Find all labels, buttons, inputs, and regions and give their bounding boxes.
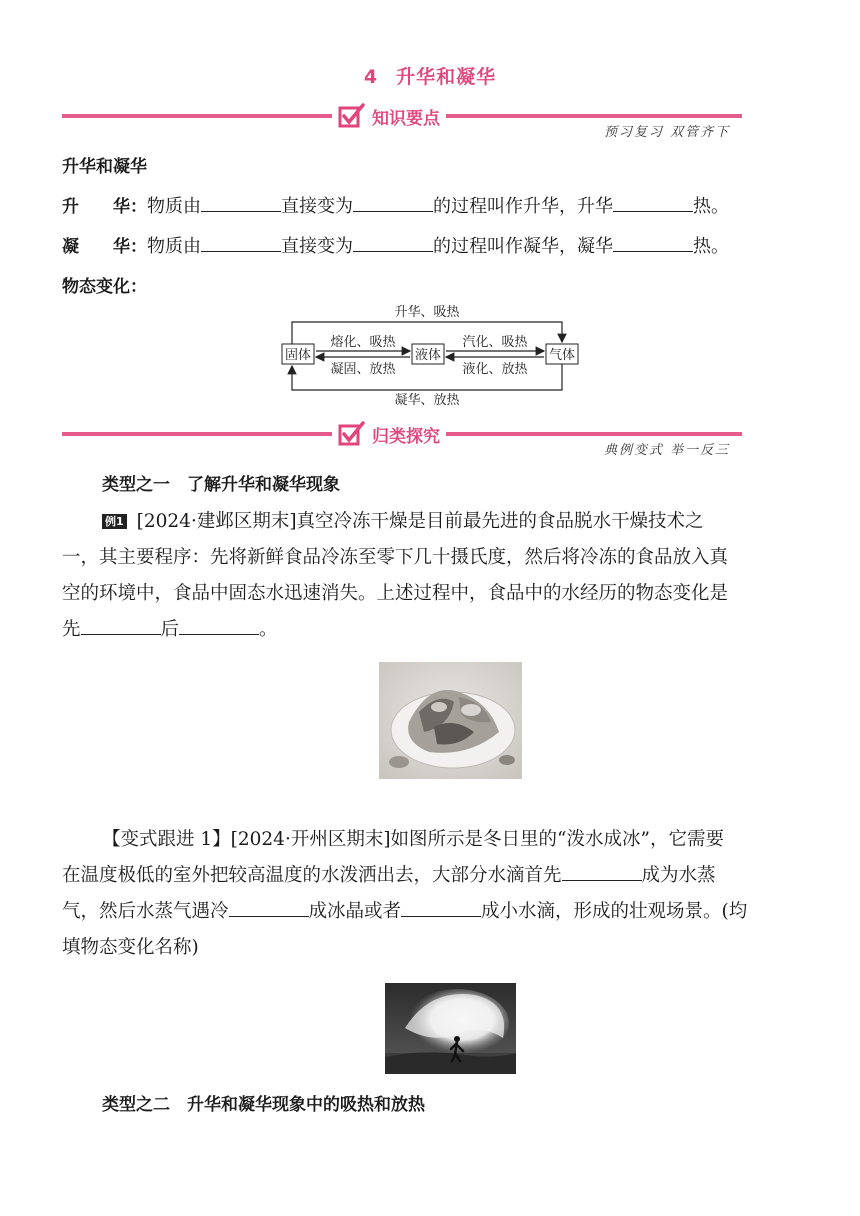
question-text: 空的环境中，食品中固态水迅速消失。上述过程中，食品中的水经历的物态变化是 bbox=[62, 583, 729, 604]
melting-label: 熔化、吸热 bbox=[330, 335, 396, 350]
fill-blank[interactable] bbox=[562, 879, 642, 881]
page-title bbox=[0, 62, 860, 89]
checkbox-icon bbox=[338, 421, 366, 447]
text-fragment: 直接变为 bbox=[281, 236, 353, 257]
section-badge-label: 归类探究 bbox=[372, 426, 440, 447]
fill-blank[interactable] bbox=[229, 915, 309, 917]
water-to-ice-photo bbox=[385, 983, 516, 1074]
section-badge-knowledge bbox=[332, 102, 446, 130]
question-text: 成小水滴，形成的壮观场景。(均 bbox=[481, 901, 748, 922]
type2-heading: 类型之二 升华和凝华现象中的吸热和放热 bbox=[102, 1095, 425, 1115]
section-motto: 典例变式 举一反三 bbox=[604, 443, 731, 458]
question-text: 【变式跟进 1】[2024·开州区期末]如图所示是冬日里的“泼水成冰”，它需要 bbox=[102, 829, 724, 850]
variant1-question bbox=[62, 822, 747, 966]
fill-blank[interactable] bbox=[353, 250, 433, 252]
lesson-number: 4 bbox=[363, 66, 379, 88]
sublimation-definition bbox=[62, 192, 729, 218]
text-fragment: 的过程叫作升华，升华 bbox=[433, 196, 613, 217]
text-fragment: 热。 bbox=[693, 236, 729, 257]
fill-blank[interactable] bbox=[201, 210, 281, 212]
sublimation-label: 升华、吸热 bbox=[394, 305, 460, 320]
checkbox-icon bbox=[338, 103, 366, 129]
freeze-dried-food-photo bbox=[379, 662, 522, 779]
question-text: 后 bbox=[160, 619, 180, 640]
desublimation-label: 凝华、放热 bbox=[394, 393, 460, 408]
fill-blank[interactable] bbox=[401, 915, 481, 917]
knowledge-heading: 升华和凝华 bbox=[62, 157, 147, 177]
question-text: 。 bbox=[259, 619, 278, 640]
state-change-heading: 物态变化： bbox=[62, 277, 147, 297]
question-text: 一，其主要程序：先将新鲜食品冷冻至零下几十摄氏度，然后将冷冻的食品放入真 bbox=[62, 547, 729, 568]
fill-blank[interactable] bbox=[613, 210, 693, 212]
fill-blank[interactable] bbox=[201, 250, 281, 252]
section-motto: 预习复习 双管齐下 bbox=[604, 125, 731, 140]
fill-blank[interactable] bbox=[613, 250, 693, 252]
example1-question bbox=[62, 504, 728, 648]
term-label: 升 华： bbox=[62, 197, 147, 217]
liquid-label: 液体 bbox=[414, 348, 442, 363]
state-change-diagram bbox=[270, 300, 590, 412]
question-text: 气，然后水蒸气遇冷 bbox=[62, 901, 229, 922]
type1-heading: 类型之一 了解升华和凝华现象 bbox=[102, 475, 340, 495]
term-label: 凝 华： bbox=[62, 237, 147, 257]
fill-blank[interactable] bbox=[81, 633, 161, 635]
question-text: 在温度极低的室外把较高温度的水泼洒出去，大部分水滴首先 bbox=[62, 865, 562, 886]
solid-label: 固体 bbox=[284, 348, 312, 363]
lesson-title: 升华和凝华 bbox=[396, 66, 497, 88]
text-fragment: 热。 bbox=[693, 196, 729, 217]
liquefaction-label: 液化、放热 bbox=[462, 362, 528, 377]
section-badge-explore bbox=[332, 420, 446, 448]
fill-blank[interactable] bbox=[353, 210, 433, 212]
question-text: 填物态变化名称) bbox=[62, 937, 199, 958]
vaporization-label: 汽化、吸热 bbox=[462, 335, 528, 350]
question-text: 成为水蒸 bbox=[641, 865, 716, 886]
text-fragment: 直接变为 bbox=[281, 196, 353, 217]
text-fragment: 的过程叫作凝华，凝华 bbox=[433, 236, 613, 257]
question-text: 成冰晶或者 bbox=[308, 901, 402, 922]
section-badge-label: 知识要点 bbox=[372, 108, 440, 129]
freezing-label: 凝固、放热 bbox=[330, 362, 396, 377]
question-text: [2024·建邺区期末]真空冷冻干燥是目前最先进的食品脱水干燥技术之 bbox=[136, 511, 704, 532]
text-fragment: 物质由 bbox=[147, 196, 201, 217]
text-fragment: 物质由 bbox=[147, 236, 201, 257]
fill-blank[interactable] bbox=[179, 633, 259, 635]
example-tag: 例1 bbox=[102, 514, 127, 529]
gas-label: 气体 bbox=[548, 348, 576, 363]
desublimation-definition bbox=[62, 232, 729, 258]
question-text: 先 bbox=[62, 619, 81, 640]
